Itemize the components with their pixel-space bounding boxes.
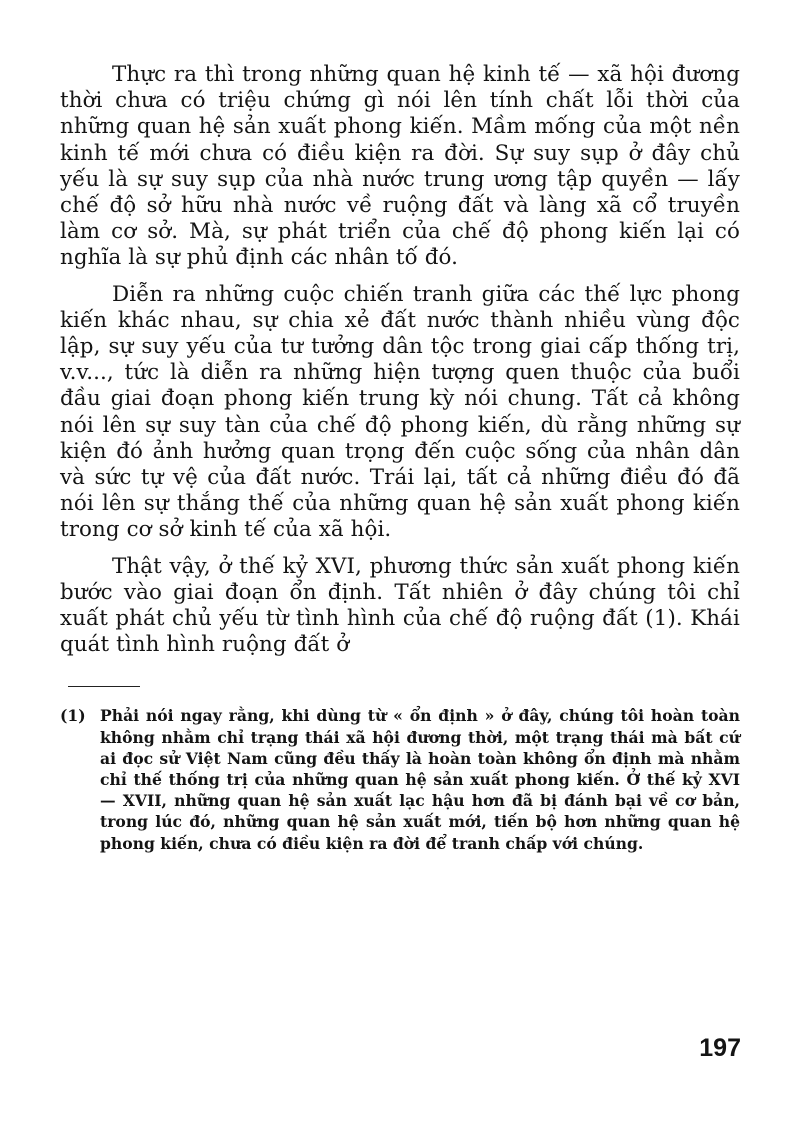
footnote-divider [68,686,140,687]
paragraph-2: Diễn ra những cuộc chiến tranh giữa các thế lực phong kiến khác nhau, sự chia xẻ đất nước thành nhiều vùng độc lập, sự suy yếu của tư tưởng dân tộc trong giai cấp thống trị, v.v..., tức là diễn ra những hiện tượng quen thuộc của buổi đầu giai đoạn phong kiến trung kỳ nói chung. Tất cả không nói lên sự suy tàn của chế độ phong kiến, dù rằng những sự kiện đó ảnh hưởng quan trọng đến cuộc sống của nhân dân và sức tự vệ của đất nước. Trái lại, tất cả những điều đó đã nói lên sự thắng thế của những quan hệ sản xuất phong kiến trong cơ sở kinh tế của xã hội. [60,281,740,543]
footnote [60,705,740,853]
paragraph-1: Thực ra thì trong những quan hệ kinh tế — xã hội đương thời chưa có triệu chứng gì nói lên tính chất lỗi thời của những quan hệ sản xuất phong kiến. Mầm mống của một nền kinh tế mới chưa có điều kiện ra đời. Sự suy sụp ở đây chủ yếu là sự suy sụp của nhà nước trung ương tập quyền — lấy chế độ sở hữu nhà nước về ruộng đất và làng xã cổ truyền làm cơ sở. Mà, sự phát triển của chế độ phong kiến lại có nghĩa là sự phủ định các nhân tố đó. [60,62,740,271]
footnote-marker: (1) [60,706,86,726]
page-body [60,62,740,854]
page-number: 197 [699,1034,741,1062]
paragraph-3 [60,554,740,659]
paragraph-3-text: Thật vậy, ở thế kỷ XVI, phương thức sản xuất phong kiến bước vào giai đoạn ổn định. Tất nhiên ở đây chúng tôi chỉ xuất phát chủ yếu từ tình hình của chế độ ruộng đất [60,553,740,632]
footnote-reference[interactable]: (1) [645,606,676,632]
footnote-text: Phải nói ngay rằng, khi dùng từ « ổn định » ở đây, chúng tôi hoàn toàn không nhằm chỉ trạng thái xã hội đương thời, một trạng thái mà bất cứ ai đọc sử Việt Nam cũng đều thấy là hoàn toàn không ổn định mà nhằm chỉ thế thống trị của những quan hệ sản xuất phong kiến. Ở thế kỷ XVI — XVII, những quan hệ sản xuất lạc hậu hơn đã bị đánh bại về cơ bản, trong lúc đó, những quan hệ sản xuất mới, tiến bộ hơn những quan hệ phong kiến, chưa có điều kiện ra đời để tranh chấp với chúng. [100,706,740,853]
paragraph-3-tail: . Khái quát tình hình ruộng đất ở [60,606,740,658]
